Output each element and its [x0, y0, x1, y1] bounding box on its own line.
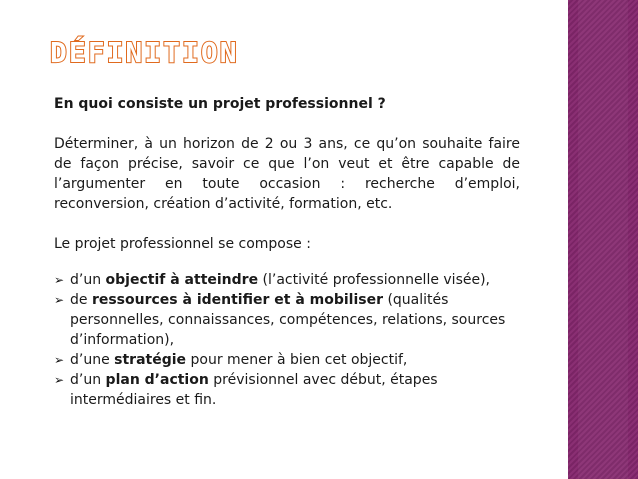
- list-item-text: (l’activité professionnelle visée),: [258, 272, 491, 288]
- list-item-text: de: [70, 292, 92, 308]
- list-item-emphasis: stratégie: [114, 352, 187, 368]
- list-item-text: d’une: [70, 352, 115, 368]
- definition-paragraph: Déterminer, à un horizon de 2 ou 3 ans, ce qu’on souhaite faire de façon précise, savoir ce que l’on veut et être capable de l’argumenter en toute occasion : recherche d’emploi, reconversion, création d’activité, formation, etc.: [54, 136, 520, 212]
- list-item: [54, 270, 520, 290]
- list-item-emphasis: plan d’action: [105, 372, 209, 388]
- sidebar-texture: [578, 0, 628, 479]
- list-item-text: pour mener à bien cet objectif,: [186, 352, 408, 368]
- list-item-text: d’un: [70, 372, 106, 388]
- arrow-right-icon: ➢: [54, 353, 65, 367]
- list-item: [54, 290, 520, 350]
- list-item-text: prévisionnel avec début, étapes intermédiaires et fin.: [70, 372, 438, 408]
- list-item-text: d’un: [70, 272, 106, 288]
- list-item-text: (qualités personnelles, connaissances, compétences, relations, sources d’information),: [70, 292, 506, 348]
- component-list: [54, 270, 520, 410]
- list-item-emphasis: objectif à atteindre: [105, 272, 259, 288]
- list-item-emphasis: ressources à identifier et à mobiliser: [91, 292, 383, 308]
- arrow-right-icon: ➢: [54, 293, 65, 307]
- slide-content: [54, 94, 520, 410]
- list-item: [54, 350, 520, 370]
- compose-intro: Le projet professionnel se compose :: [54, 236, 311, 252]
- arrow-right-icon: ➢: [54, 373, 65, 387]
- arrow-right-icon: ➢: [54, 273, 65, 287]
- decorative-sidebar: [568, 0, 638, 479]
- question-heading: En quoi consiste un projet professionnel ?: [54, 96, 386, 112]
- slide-title: DÉFINITION: [50, 36, 239, 69]
- list-item: [54, 370, 520, 410]
